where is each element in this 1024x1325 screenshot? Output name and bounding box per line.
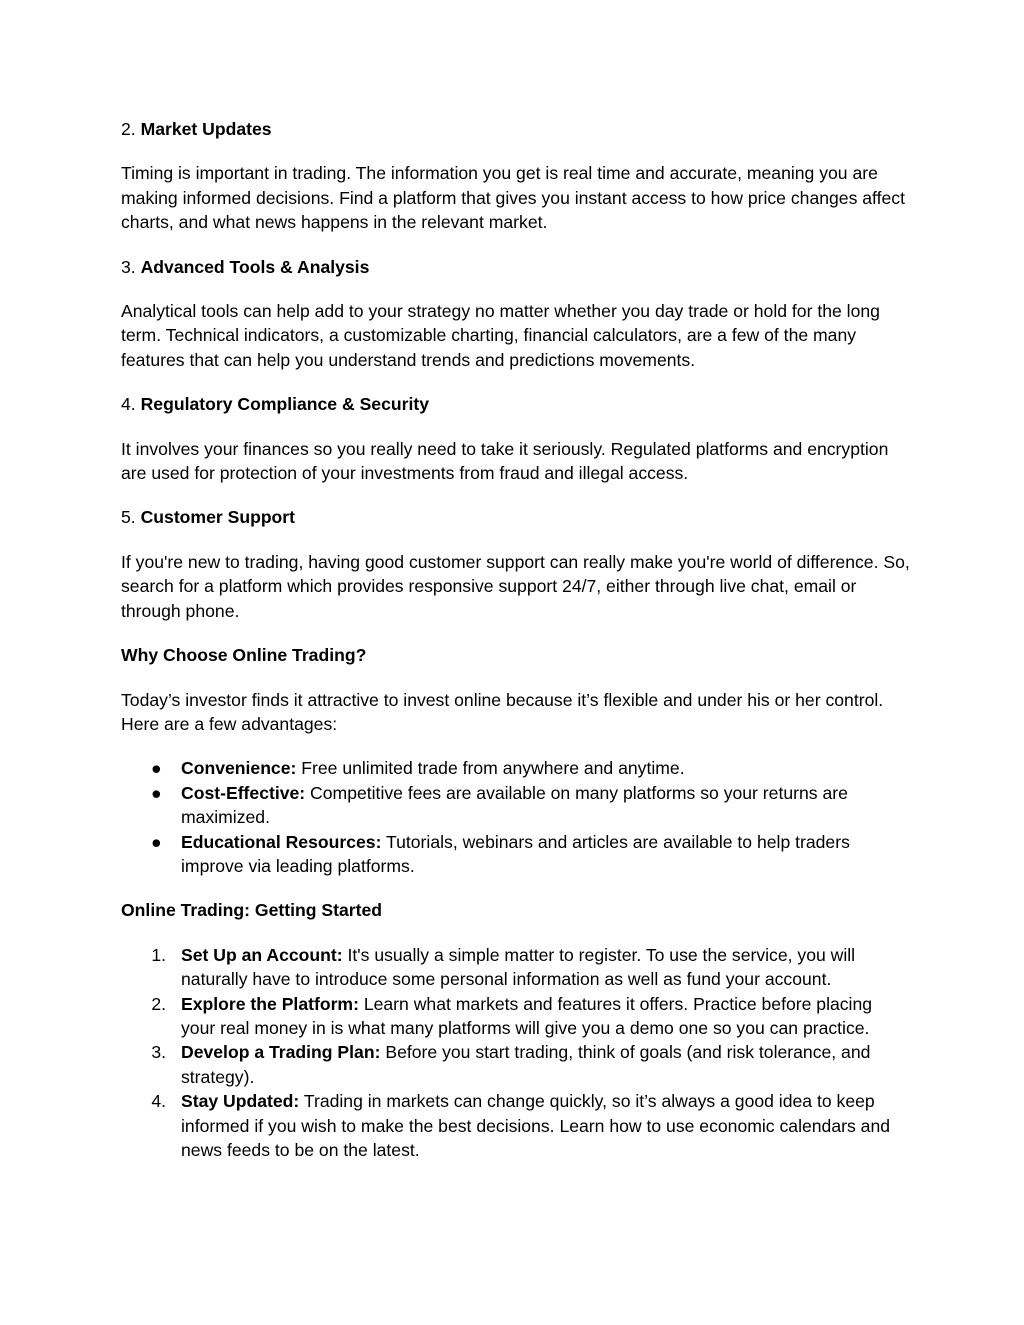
section-title: Regulatory Compliance & Security: [140, 394, 429, 415]
bullet-icon: ●: [151, 782, 162, 803]
item-text: Learn what markets and features it offers. Practice before placing your real money in is what many platforms will give you a demo one so you can practice.: [181, 993, 873, 1038]
item-term: Stay Updated:: [181, 1091, 300, 1112]
item-text: Tutorials, webinars and articles are available to help traders improve via leading platforms.: [181, 831, 850, 876]
item-term: Educational Resources:: [181, 831, 382, 852]
getting-started-list: [121, 943, 911, 1163]
item-term: Convenience:: [181, 758, 297, 779]
item-term: Cost-Effective:: [181, 782, 306, 803]
list-item: [121, 1040, 911, 1089]
document-page: [121, 117, 911, 1182]
bullet-icon: ●: [151, 758, 162, 779]
section-body-market-updates: Timing is important in trading. The information you get is real time and accurate, meaning you are making informed decisions. Find a platform that gives you instant access to how price changes affect charts, and what news happens in the relevant market.: [121, 163, 905, 233]
section-heading-advanced-tools: [121, 255, 911, 279]
item-term: Explore the Platform:: [181, 993, 359, 1014]
list-item: [121, 756, 911, 780]
list-item: [121, 992, 911, 1041]
item-number: 1.: [151, 944, 166, 965]
item-number: 4.: [151, 1091, 166, 1112]
item-number: 2.: [151, 993, 166, 1014]
item-text: Free unlimited trade from anywhere and anytime.: [296, 758, 685, 779]
item-number: 3.: [151, 1042, 166, 1063]
section-heading-customer-support: [121, 505, 911, 529]
list-item: [121, 943, 911, 992]
why-intro: Today’s investor finds it attractive to invest online because it’s flexible and under his or her control. Here are a few advantages:: [121, 689, 884, 734]
section-heading-market-updates: [121, 117, 911, 141]
item-text: It's usually a simple matter to register. To use the service, you will naturally have to introduce some personal information as well as fund your account.: [181, 944, 856, 990]
getting-started-heading: Online Trading: Getting Started: [121, 900, 382, 921]
section-title: Customer Support: [140, 507, 296, 528]
bullet-icon: ●: [151, 831, 162, 852]
item-term: Develop a Trading Plan:: [181, 1042, 381, 1063]
section-title: Market Updates: [140, 119, 272, 139]
section-number: 5.: [121, 507, 136, 528]
section-number: 2.: [121, 119, 136, 139]
advantages-list: [121, 756, 911, 878]
section-body-customer-support: If you're new to trading, having good customer support can really make you're world of difference. So, search for a platform which provides responsive support 24/7, either through live chat, email or through phone.: [121, 551, 910, 621]
item-text: Competitive fees are available on many platforms so your returns are maximized.: [181, 782, 848, 828]
item-text: Trading in markets can change quickly, so it’s always a good idea to keep informed if you wish to make the best decisions. Learn how to use economic calendars and news feeds to be on the latest.: [181, 1091, 891, 1160]
section-number: 3.: [121, 256, 136, 277]
section-title: Advanced Tools & Analysis: [140, 256, 370, 277]
section-body-advanced-tools: Analytical tools can help add to your strategy no matter whether you day trade or hold for the long term. Technical indicators, a customizable charting, financial calculators, are a few of the many features that can help you understand trends and predictions movements.: [121, 301, 880, 370]
section-number: 4.: [121, 394, 136, 415]
section-heading-regulatory: [121, 392, 911, 416]
list-item: [121, 781, 911, 830]
section-body-regulatory: It involves your finances so you really need to take it seriously. Regulated platforms and encryption are used for protection of your investments from fraud and illegal access.: [121, 438, 889, 484]
item-term: Set Up an Account:: [181, 944, 343, 965]
list-item: [121, 1089, 911, 1162]
why-heading: Why Choose Online Trading?: [121, 645, 367, 666]
item-text: Before you start trading, think of goals (and risk tolerance, and strategy).: [181, 1042, 871, 1087]
list-item: [121, 830, 911, 879]
